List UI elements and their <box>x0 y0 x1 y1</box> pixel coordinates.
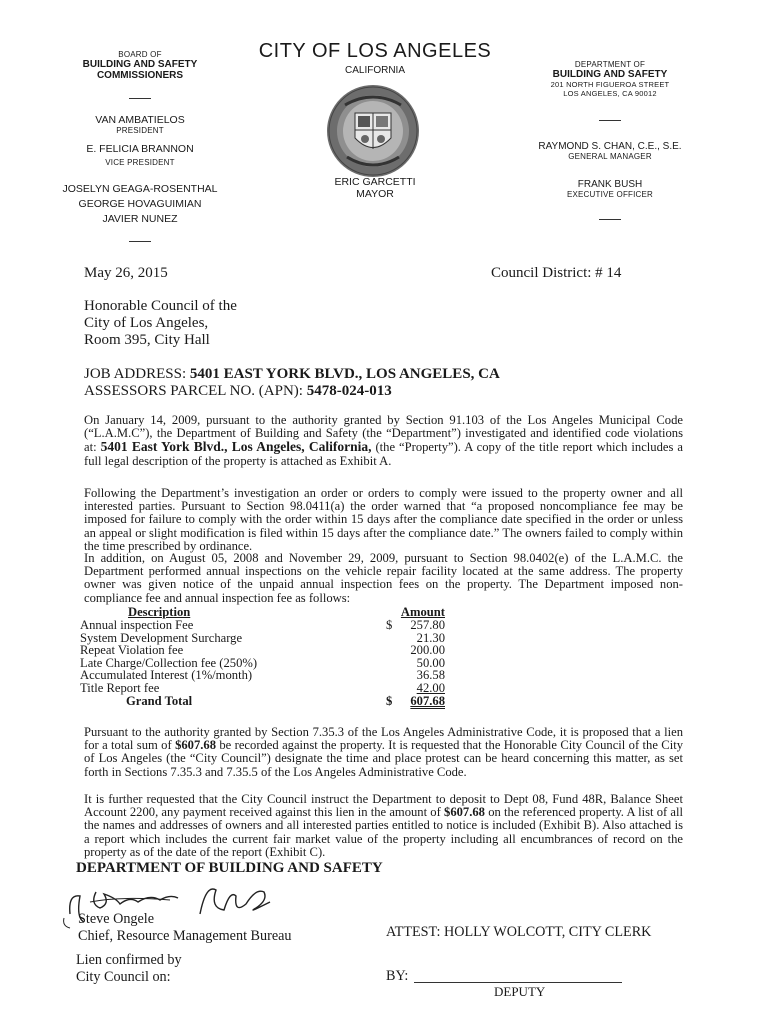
paragraph-2: Following the Department’s investigation an order or orders to comply were issued to the property owner and all interested parties. Pursuant to Section 98.0411(a) the order warned that “a proposed noncompliance fee may be imposed for failure to comply with the order within 15 days after the compliance date specified in the order or unless an appeal or slight modification is filed within 15 days after the compliance date.” The owners failed to comply within the time prescribed by ordinance. <box>84 486 683 553</box>
paragraph-1-text-a: On January 14, 2009, pursuant to the authority granted by Section 91.103 of the Los Angeles Municipal Code (“L.A.M.C”), the Department of Building and Safety (the “Department”) investigated and identified code violations at: <box>84 413 683 455</box>
fee-description: Repeat Violation fee <box>80 643 184 658</box>
attest-line: ATTEST: HOLLY WOLCOTT, CITY CLERK <box>386 924 652 940</box>
addressee-line-1: Honorable Council of the <box>84 298 237 314</box>
fee-amount: 200.00 <box>410 643 445 658</box>
board-block <box>60 50 220 242</box>
fee-amount: 257.80 <box>410 618 445 632</box>
city-seal-icon <box>325 83 421 179</box>
paragraph-1-bold: 5401 East York Blvd., Los Angeles, California, <box>100 439 372 455</box>
fee-amount: 21.30 <box>416 630 445 645</box>
fee-row <box>80 619 450 632</box>
fee-currency: $ <box>386 618 393 632</box>
paragraph-1-text-b: (the “Property”). A copy of the title report which includes a full legal description of the property is attached as Exhibit A. <box>84 440 683 468</box>
dept-address-1: 201 NORTH FIGUEROA STREET <box>550 80 670 89</box>
fee-total-row <box>80 695 450 709</box>
fee-total-amount: 607.68 <box>410 693 445 708</box>
paragraph-5-text-b: on the referenced property. A list of all the names and addresses of owners and all interested parties entitled to notice is included (Exhibit B). Also attached is a report which includes the current fair market value of the property including all encumbrances of record on the property as of the date of the report (Exhibit C). <box>84 805 683 859</box>
paragraph-1 <box>84 414 683 468</box>
fee-description: Accumulated Interest (1%/month) <box>80 668 253 683</box>
dept-signoff: DEPARTMENT OF BUILDING AND SAFETY <box>76 860 383 876</box>
paragraph-4-text-b: be recorded against the property. It is requested that the Honorable City Council of the City of Los Angeles (the “City Council”) designate the time and place protest can be heard concerning this matter, as set forth in Sections 7.35.3 and 7.35.5 of the Los Angeles Administrative Code. <box>84 738 684 779</box>
apn-line <box>84 383 500 400</box>
fee-table <box>80 606 450 709</box>
letter-date: May 26, 2015 <box>84 265 168 281</box>
job-address-value: 5401 EAST YORK BLVD., LOS ANGELES, CA <box>189 366 500 382</box>
fee-row <box>80 682 450 695</box>
gm-title: GENERAL MANAGER <box>568 152 652 161</box>
lien-line-2: City Council on: <box>76 969 171 985</box>
vp-title: VICE PRESIDENT <box>105 158 175 167</box>
addressee-line-2: City of Los Angeles, <box>84 315 209 331</box>
board-member-3: JAVIER NUNEZ <box>102 213 178 225</box>
paragraph-3: In addition, on August 05, 2008 and November 29, 2009, pursuant to Section 98.0402(e) of the L.A.M.C. the Department performed annual inspections on the vehicle repair facility located at the same address. The property owner was given notice of the unpaid annual inspection fees on the property. The Department imposed non-compliance fee and annual inspection fee as follows: <box>84 551 683 605</box>
fee-amount-header: Amount <box>400 605 445 619</box>
mayor-title: MAYOR <box>356 188 394 200</box>
president-name: VAN AMBATIELOS <box>95 114 185 126</box>
fee-total-currency: $ <box>386 693 393 708</box>
paragraph-4 <box>84 726 683 779</box>
mayor-name: ERIC GARCETTI <box>334 176 416 188</box>
eo-title: EXECUTIVE OFFICER <box>566 190 654 199</box>
addressee-line-3: Room 395, City Hall <box>84 332 210 348</box>
board-label-1: BOARD OF <box>118 50 162 59</box>
signer-name: Steve Ongele <box>78 911 155 927</box>
fee-row <box>80 644 450 657</box>
fee-desc-header: Description <box>128 605 191 619</box>
city-subtitle: CALIFORNIA <box>344 65 405 76</box>
city-title: CITY OF LOS ANGELES <box>258 40 492 62</box>
board-label-2: BUILDING AND SAFETY <box>82 59 198 70</box>
eo-name: FRANK BUSH <box>577 179 643 190</box>
council-district: Council District: # 14 <box>491 265 622 281</box>
board-label-3: COMMISSIONERS <box>96 70 184 81</box>
fee-description: System Development Surcharge <box>80 630 243 645</box>
job-address-line <box>84 366 500 383</box>
paragraph-4-bold: $607.68 <box>175 738 216 753</box>
divider <box>599 120 621 121</box>
gm-name: RAYMOND S. CHAN, C.E., S.E. <box>538 141 682 152</box>
divider <box>129 98 151 99</box>
by-label: BY: <box>386 968 409 984</box>
dept-label-2: BUILDING AND SAFETY <box>552 69 668 80</box>
addressee-block <box>84 298 237 349</box>
fee-amount: 50.00 <box>416 655 445 670</box>
board-member-2: GEORGE HOVAGUIMIAN <box>78 198 202 210</box>
divider <box>129 241 151 242</box>
board-member-1: JOSELYN GEAGA-ROSENTHAL <box>62 183 218 195</box>
signer-block <box>78 911 292 945</box>
deputy-label: DEPUTY <box>494 984 546 999</box>
paragraph-5-bold: $607.68 <box>444 805 485 820</box>
city-block <box>250 40 500 76</box>
fee-total-label: Grand Total <box>126 693 193 708</box>
job-address-label: JOB ADDRESS: <box>84 366 190 382</box>
apn-label: ASSESSORS PARCEL NO. (APN): <box>84 383 307 399</box>
paragraph-5 <box>84 793 683 859</box>
apn-value: 5478-024-013 <box>306 383 392 399</box>
lien-block <box>76 952 182 986</box>
paragraph-4-text-a: Pursuant to the authority granted by Section 7.35.3 of the Los Angeles Administrative Code, it is proposed that a lien for a total sum of <box>84 725 683 753</box>
job-address-block <box>84 366 500 400</box>
president-title: PRESIDENT <box>116 126 164 135</box>
mayor-block <box>300 176 450 200</box>
signature-line <box>414 982 622 983</box>
fee-description: Annual inspection Fee <box>80 618 194 632</box>
vp-name: E. FELICIA BRANNON <box>86 143 194 155</box>
department-block <box>520 60 700 220</box>
dept-address-2: LOS ANGELES, CA 90012 <box>563 89 657 98</box>
lien-line-1: Lien confirmed by <box>76 952 182 968</box>
fee-amount: 42.00 <box>416 680 445 695</box>
fee-rows <box>80 619 450 695</box>
divider <box>599 219 621 220</box>
fee-description: Late Charge/Collection fee (250%) <box>80 655 258 670</box>
signer-title: Chief, Resource Management Bureau <box>78 928 292 944</box>
dept-label-1: DEPARTMENT OF <box>574 60 646 69</box>
paragraph-5-text-a: It is further requested that the City Council instruct the Department to deposit to Dept 08, Fund 48R, Balance Sheet Account 2200, any payment received against this lien in the amount of <box>84 792 683 820</box>
fee-description: Title Report fee <box>80 680 160 695</box>
fee-amount: 36.58 <box>416 668 445 683</box>
